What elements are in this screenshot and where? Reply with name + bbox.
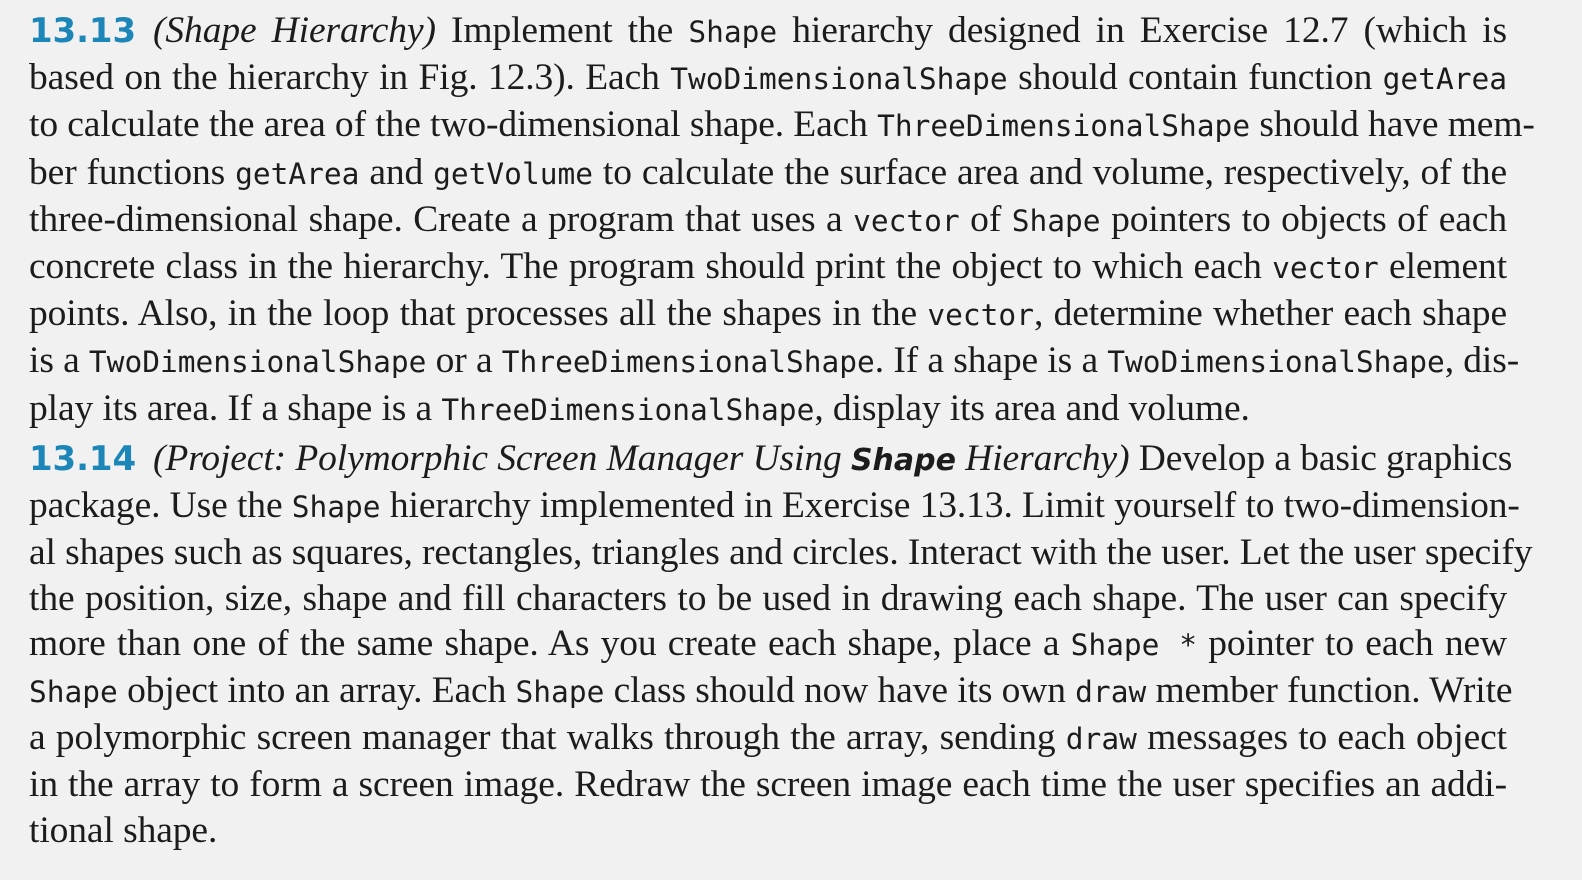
exercise-13-13: [29, 8, 1535, 433]
inline-code: Shape: [29, 675, 118, 710]
text-line: al shapes such as squares, rectangles, triangles and circles. Interact with the user. Let the user specify: [29, 532, 1533, 574]
inline-code: TwoDimensionalShape: [88, 345, 427, 380]
line-content: Implement the Shape hierarchy designed in Exercise 12.7 (which is: [451, 10, 1507, 51]
text-line: the position, size, shape and fill characters to be used in drawing each shape. The user can specify: [29, 577, 1507, 619]
inline-code: Shape: [1011, 203, 1101, 238]
inline-code: Shape: [850, 443, 956, 478]
inline-code: TwoDimensionalShape: [670, 62, 1008, 97]
text-line: ber functions getArea and getVolume to calculate the surface area and volume, respectively, of the: [29, 151, 1507, 193]
inline-code: TwoDimensionalShape: [1107, 345, 1445, 380]
text-line: a polymorphic screen manager that walks through the array, sending draw messages to each object: [29, 717, 1507, 759]
inline-code: draw: [1065, 722, 1137, 757]
exercise-title: (Project: Polymorphic Screen Manager Using Shape Hierarchy): [153, 438, 1130, 479]
text-line: based on the hierarchy in Fig. 12.3). Each TwoDimensionalShape should contain function getArea: [29, 57, 1507, 99]
text-line: to calculate the area of the two-dimensional shape. Each ThreeDimensionalShape should have mem-: [29, 104, 1535, 146]
inline-code: draw: [1075, 675, 1147, 710]
inline-code: ThreeDimensionalShape: [501, 345, 875, 380]
inline-code: Shape: [291, 490, 381, 525]
text-line: tional shape.: [29, 809, 218, 851]
text-line: package. Use the Shape hierarchy implemented in Exercise 13.13. Limit yourself to two-dimension-: [29, 485, 1520, 527]
inline-code: vector: [1272, 251, 1379, 286]
inline-code: getArea: [235, 156, 360, 191]
inline-code: ThreeDimensionalShape: [877, 109, 1251, 144]
inline-code: getArea: [1382, 62, 1507, 97]
exercise-title: (Shape Hierarchy): [153, 10, 436, 51]
text-line: is a TwoDimensionalShape or a ThreeDimensionalShape. If a shape is a TwoDimensionalShape, dis-: [29, 340, 1520, 382]
line-content: Develop a basic graphics: [1138, 438, 1513, 479]
inline-code: vector: [853, 203, 960, 238]
text-line: Shape object into an array. Each Shape class should now have its own draw member function. Write: [29, 670, 1513, 712]
text-line: in the array to form a screen image. Redraw the screen image each time the user specifies an addi-: [29, 764, 1507, 806]
text-line: more than one of the same shape. As you create each shape, place a Shape * pointer to each new: [29, 622, 1507, 664]
text-line: [29, 436, 1513, 483]
text-line: play its area. If a shape is a ThreeDimensionalShape, display its area and volume.: [29, 387, 1250, 429]
inline-code: Shape *: [1070, 627, 1197, 662]
inline-code: ThreeDimensionalShape: [441, 392, 815, 427]
exercise-number: 13.13: [29, 11, 137, 51]
exercise-13-14: [29, 436, 1533, 853]
inline-code: Shape: [688, 15, 778, 49]
text-line: [29, 8, 1507, 55]
text-line: points. Also, in the loop that processes all the shapes in the vector, determine whether each shape: [29, 293, 1507, 335]
inline-code: getVolume: [433, 156, 593, 191]
exercise-number: 13.14: [29, 439, 137, 479]
inline-code: Shape: [515, 675, 605, 710]
text-line: three-dimensional shape. Create a program that uses a vector of Shape pointers to objects of each: [29, 198, 1507, 240]
inline-code: vector: [927, 298, 1034, 333]
text-line: concrete class in the hierarchy. The program should print the object to which each vector element: [29, 246, 1508, 288]
